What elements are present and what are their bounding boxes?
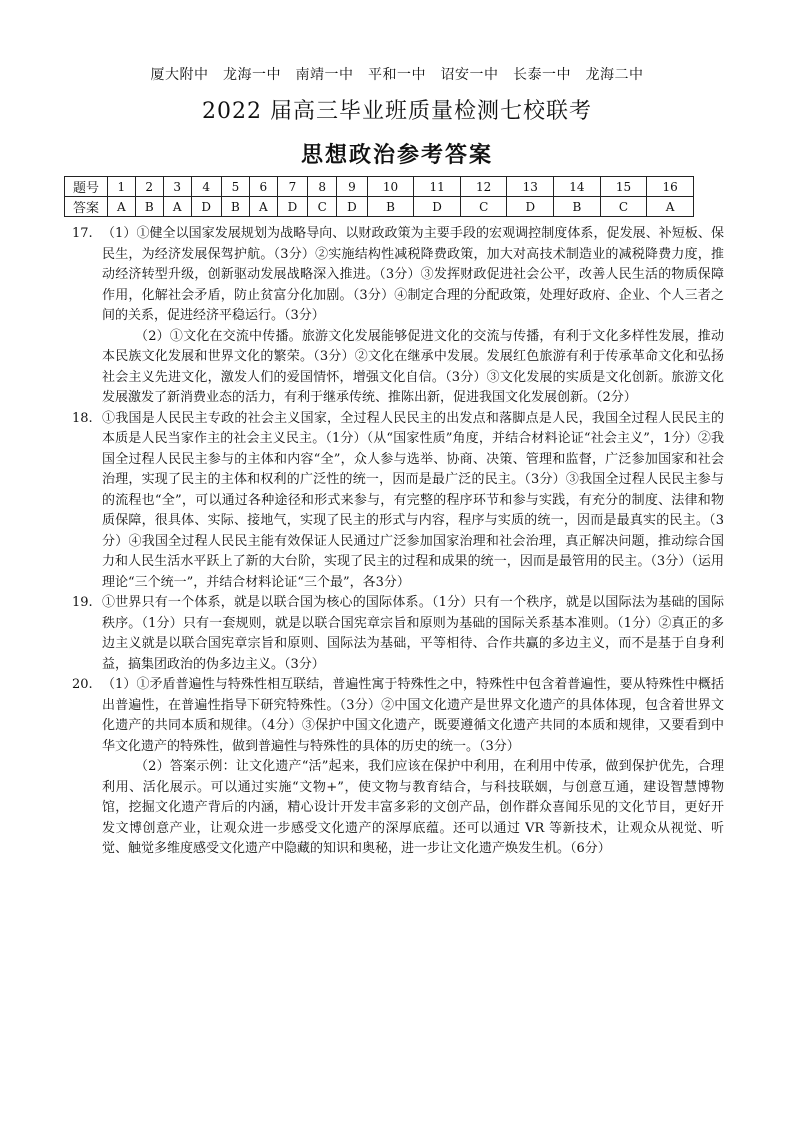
question-number: 1 xyxy=(108,177,136,197)
question-number: 4 xyxy=(191,177,221,197)
question-number: 2 xyxy=(135,177,163,197)
question-number: 7 xyxy=(277,177,307,197)
answer-cell: C xyxy=(308,197,337,217)
question-number: 11 xyxy=(414,177,461,197)
answer-cell: B xyxy=(221,197,249,217)
answer-cell: D xyxy=(507,197,554,217)
question-19 xyxy=(72,593,724,675)
exam-title: 2022 届高三毕业班质量检测七校联考 xyxy=(202,99,592,124)
answer-body xyxy=(72,224,724,860)
question-number: 5 xyxy=(221,177,249,197)
question-17-number: 17. xyxy=(72,226,93,241)
answer-cell: A xyxy=(250,197,278,217)
answer-cell: B xyxy=(367,197,414,217)
answer-cell: A xyxy=(647,197,694,217)
answer-cell: D xyxy=(337,197,367,217)
question-number: 8 xyxy=(308,177,337,197)
question-20-part-1 xyxy=(72,675,724,757)
question-number: 6 xyxy=(250,177,278,197)
school-list: 厦大附中 龙海一中 南靖一中 平和一中 诏安一中 长泰一中 龙海二中 xyxy=(150,67,644,83)
answer-cell: D xyxy=(191,197,221,217)
question-20-part-1-text: （1）①矛盾普遍性与特殊性相互联结，普遍性寓于特殊性之中，特殊性中包含着普遍性，要从特殊性中概括出普遍性，在普遍性指导下研究特殊性。（3分）②中国文化遗产是世界文化遗产的具体体现，包含着世界文化遗产的共同本质和规律。（4分）③保护中国文化遗产，既要遵循文化遗产共同的本质和规律，又要看到中华文化遗产的特殊性，做到普遍性与特殊性的具体的历史的统一。（3分） xyxy=(102,677,724,754)
question-18-number: 18. xyxy=(72,410,93,426)
question-18-text: ①我国是人民民主专政的社会主义国家，全过程人民民主的出发点和落脚点是人民，我国全过程人民民主的本质是人民当家作主的社会主义民主。（1分）（从“国家性质”角度，并结合材料论证“社会主义”，1分）②我国全过程人民民主参与的主体和内容“全”，众人参与选举、协商、决策、管理和监督，广泛参加国家和社会治理，实现了民主的主体和权利的广泛性的统一，因而是最广泛的民主。（3分）③我国全过程人民民主参与的流程也“全”，可以通过各种途径和形式来参与，有完整的程序环节和参与实践，有充分的制度、法律和物质保障，很具体、实际、接地气，实现了民主的形式与内容，程序与实质的统一，因而是最真实的民主。（3分）④我国全过程人民民主能有效保证人民通过广泛参加国家治理和社会治理，真正解决问题，推动综合国力和人民生活水平跃上了新的大台阶，实现了民主的过程和成果的统一，因而是最管用的民主。（3分）（运用理论“三个统一”，并结合材料论证“三个最”，各3分） xyxy=(102,410,724,590)
multiple-choice-answer-table xyxy=(64,176,694,217)
answer-key-title: 思想政治参考答案 xyxy=(300,142,493,168)
question-number: 9 xyxy=(337,177,367,197)
question-number: 16 xyxy=(647,177,694,197)
question-number: 13 xyxy=(507,177,554,197)
question-19-text: ①世界只有一个体系，就是以联合国为核心的国际体系。（1分）只有一个秩序，就是以国际法为基础的国际秩序。（1分）只有一套规则，就是以联合国宪章宗旨和原则为基础的国际关系基本准则。（1分）②真正的多边主义就是以联合国宪章宗旨和原则、国际法为基础，平等相待、合作共赢的多边主义，而不是基于自身利益，搞集团政治的伪多边主义。（3分） xyxy=(102,595,724,672)
answer-cell: D xyxy=(277,197,307,217)
answer-cell: A xyxy=(163,197,191,217)
question-18 xyxy=(72,409,724,594)
question-17-part-1 xyxy=(72,224,724,327)
question-20-number: 20. xyxy=(72,677,93,692)
question-19-number: 19. xyxy=(72,595,93,610)
question-number: 15 xyxy=(600,177,647,197)
answer-label: 答案 xyxy=(65,197,108,217)
question-number: 14 xyxy=(554,177,601,197)
question-number: 12 xyxy=(460,177,507,197)
question-17-part-2: （2）①文化在交流中传播。旅游文化发展能够促进文化的交流与传播，有利于文化多样性发展，推动本民族文化发展和世界文化的繁荣。（3分）②文化在继承中发展。发展红色旅游有利于传承革命文化和弘扬社会主义先进文化，激发人们的爱国情怀，增强文化自信。（3分）③文化发展的实质是文化创新。旅游文化发展激发了新消费业态的活力，有利于继承传统、推陈出新，促进我国文化发展创新。（2分） xyxy=(102,328,724,405)
question-20-part-2: （2）答案示例：让文化遗产“活”起来，我们应该在保护中利用，在利用中传承，做到保护优先，合理利用、活化展示。可以通过实施“文物+”，使文物与教育结合，与科技联姻，与创意互通，建设智慧博物馆，挖掘文化遗产背后的内涵，精心设计开发丰富多彩的文创产品，创作群众喜闻乐见的文化节目，更好开发文博创意产业，让观众进一步感受文化遗产的深厚底蕴。还可以通过 VR 等新技术，让观众从视觉、听觉、触觉多维度感受文化遗产中隐藏的知识和奥秘，进一步让文化遗产焕发生机。（6分） xyxy=(102,759,724,856)
answer-cell: D xyxy=(414,197,461,217)
question-number-label: 题号 xyxy=(65,177,108,197)
question-number-row xyxy=(65,177,694,197)
answer-cell: B xyxy=(554,197,601,217)
answer-cell: C xyxy=(460,197,507,217)
answer-row xyxy=(65,197,694,217)
question-number: 10 xyxy=(367,177,414,197)
answer-cell: A xyxy=(108,197,136,217)
question-number: 3 xyxy=(163,177,191,197)
answer-cell: B xyxy=(135,197,163,217)
question-17-part-1-text: （1）①健全以国家发展规划为战略导向、以财政政策为主要手段的宏观调控制度体系，促发展、补短板、保民生，为经济发展保驾护航。（3分）②实施结构性减税降费政策，加大对高技术制造业的减税降费力度，推动经济转型升级，创新驱动发展战略深入推进。（3分）③发挥财政促进社会公平，改善人民生活的物质保障作用，化解社会矛盾，防止贫富分化加剧。（3分）④制定合理的分配政策，处理好政府、企业、个人三者之间的关系，促进经济平稳运行。（3分） xyxy=(102,226,724,323)
answer-cell: C xyxy=(600,197,647,217)
